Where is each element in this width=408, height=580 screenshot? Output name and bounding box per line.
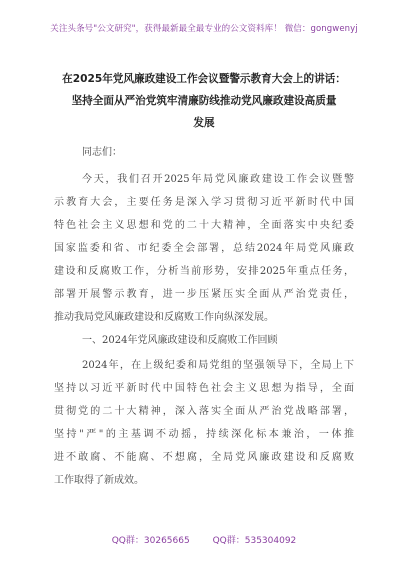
paragraph-line: 部署开展警示教育，进一步压紧压实全面从严治党责任，: [54, 289, 354, 300]
paragraph-line: 示教育大会，主要任务是深入学习贯彻习近平新时代中国: [54, 197, 354, 208]
footer-contacts: [0, 533, 408, 546]
title-line-1: 在2025年党风廉政建设工作会议暨警示教育大会上的讲话：: [62, 73, 346, 85]
header-banner: 关注头条号"公文研究"，获得最新最全最专业的公文资料库！ 微信：gongwenyj: [50, 24, 358, 34]
greeting: 同志们：: [82, 147, 122, 158]
paragraph-line: 特色社会主义思想和党的二十大精神，全面落实中央纪委: [54, 220, 354, 231]
title-line-2: 坚持全面从严治党筑牢清廉防线推动党风廉政建设高质量: [71, 95, 337, 107]
paragraph-line: 推动我局党风廉政建设和反腐败工作向纵深发展。: [54, 312, 274, 323]
paragraph-line: 坚持"严"的主基调不动摇，持续深化标本兼治，一体推: [54, 429, 354, 440]
footer-qq-group-1: QQ群：30265665: [111, 536, 190, 546]
title-line-3: 发展: [193, 117, 215, 129]
paragraph-line: 今天，我们召开2025年局党风廉政建设工作会议暨警: [82, 174, 354, 185]
paragraph-line: 建设和反腐败工作，分析当前形势，安排2025年重点任务，: [54, 266, 354, 277]
paragraph-line: 进不敢腐、不能腐、不想腐，全局党风廉政建设和反腐败: [54, 452, 354, 463]
paragraph-line: 贯彻党的二十大精神，深入落实全面从严治党战略部署，: [54, 406, 354, 417]
paragraph-line: 2024年，在上级纪委和局党组的坚强领导下，全局上下: [82, 360, 354, 371]
paragraph-line: 工作取得了新成效。: [54, 475, 144, 486]
section-heading: 一、2024年党风廉政建设和反腐败工作回顾: [82, 335, 278, 346]
paragraph-line: 坚持以习近平新时代中国特色社会主义思想为指导，全面: [54, 383, 354, 394]
footer-qq-group-2: QQ群：535304092: [212, 536, 297, 546]
paragraph-line: 国家监委和省、市纪委全会部署，总结2024年局党风廉政: [54, 243, 354, 254]
